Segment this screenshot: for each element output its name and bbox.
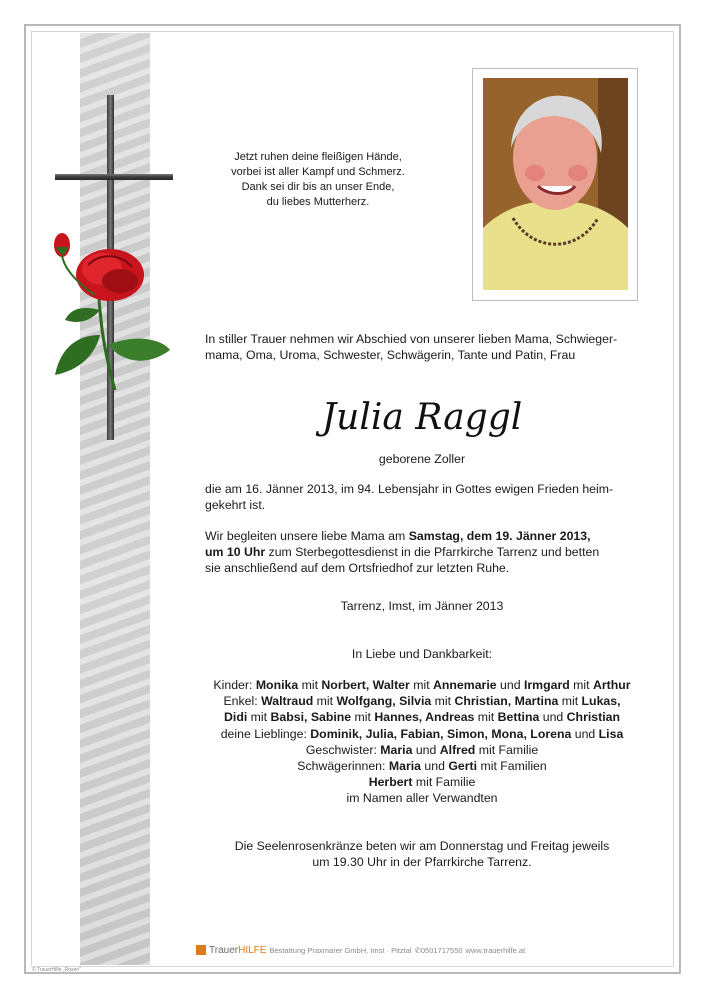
trauerhilfe-logo-icon [196,945,206,955]
label: Kinder: [213,678,256,692]
logo-part: Trauer [209,944,239,956]
connector: mit [298,678,322,692]
name: Wolfgang, Silvia [336,694,432,709]
label: Geschwister: [305,742,381,757]
connector: mit Familien [477,759,547,774]
connector: mit [431,694,455,709]
intro-line: In stiller Trauer nehmen wir Abschied von unserer lieben Mama, Schwieger- [205,332,618,346]
survivors-list [195,677,649,807]
connector: mit [409,678,434,692]
name: Norbert, Walter [321,678,410,692]
connector: mit [313,694,337,709]
connector: mit Familie [412,775,476,790]
funeral-date: Samstag, dem 19. Jänner 2013, [408,529,591,543]
survivors-grandchildren [195,693,649,709]
intro-paragraph [205,331,639,363]
funeral-text: Wir begleiten unsere liebe Mama am [205,529,409,543]
name: Hannes, Andreas [374,710,475,725]
verse-line: vorbei ist aller Kampf und Schmerz. [231,166,405,178]
place-date: Tarrenz, Imst, im Jänner 2013 [340,599,504,613]
label: Enkel: [223,694,262,709]
name: Annemarie [433,678,497,692]
name: Maria [388,759,421,774]
name: Gerti [448,759,478,774]
footer [196,943,525,957]
connector: und [412,742,440,757]
name: Christian, Martina [454,694,559,709]
name: Arthur [592,678,631,692]
footer-company: Bestattung Praxmarer GmbH, Imst · Pitztal [269,945,412,955]
funeral-paragraph [205,528,639,576]
name: Monika [255,678,299,692]
connector: und [539,710,567,725]
name: Lukas, [581,694,621,709]
connector: mit Familie [475,742,539,757]
verse [213,150,423,210]
copyright-note: © TrauerHilfe „Rosen“ [32,967,81,973]
verse-line: Dank sei dir bis an unser Ende, [241,181,395,193]
death-notice [205,481,639,513]
connector: und [420,759,449,774]
survivors-sisters-in-law [195,758,649,774]
name: Waltraud [261,694,314,709]
verse-line: Jetzt ruhen deine fleißigen Hände, [234,151,402,163]
name: Didi [224,710,248,725]
funeral-time: um 10 Uhr [205,545,266,559]
maiden-name: geborene Zoller [378,452,466,466]
rose-icon [40,225,180,395]
connector: und [496,678,524,692]
name: Babsi, Sabine [270,710,352,725]
connector: mit [247,710,271,725]
rosary-paragraph [205,838,639,870]
name: Alfred [439,742,476,757]
label: Schwägerinnen: [297,759,389,774]
label: deine Lieblinge: [220,726,311,741]
connector: und [571,726,599,741]
survivors-darlings [195,726,649,742]
gratitude-line: In Liebe und Dankbarkeit: [351,647,493,661]
funeral-line-3: sie anschließend auf dem Ortsfriedhof zur letzten Ruhe. [205,561,510,575]
footer-logo [209,945,266,956]
name: Lisa [598,726,624,741]
connector: mit [569,678,593,692]
funeral-text: zum Sterbegottesdienst in die Pfarrkirche Tarrenz und betten [265,545,600,559]
intro-line: mama, Oma, Uroma, Schwester, Schwägerin, Tante und Patin, Frau [205,348,576,362]
footer-website[interactable]: www.trauerhilfe.at [465,945,526,955]
connector: mit [474,710,498,725]
rosary-line: um 19.30 Uhr in der Pfarrkirche Tarrenz. [312,855,532,869]
logo-part: HILFE [238,944,267,956]
survivors-children [195,677,649,693]
name: Irmgard [523,678,570,692]
survivors-relatives: im Namen aller Verwandten [346,791,498,806]
deceased-name: Julia Raggl [321,397,523,438]
connector: mit [558,694,582,709]
funeral-line-1 [205,528,639,544]
survivors-grandchildren-2 [195,709,649,725]
death-notice-line: gekehrt ist. [205,498,266,512]
funeral-line-2 [205,544,639,560]
name: Herbert [368,775,413,790]
connector: mit [351,710,375,725]
death-notice-line: die am 16. Jänner 2013, im 94. Lebensjahr in Gottes ewigen Frieden heim- [205,482,614,496]
rosary-line: Die Seelenrosenkränze beten wir am Donnerstag und Freitag jeweils [234,839,610,853]
name: Dominik, Julia, Fabian, Simon, Mona, Lorena [310,726,572,741]
name: Bettina [497,710,540,725]
name: Maria [380,742,413,757]
verse-line: du liebes Mutterherz. [266,196,370,208]
portrait-photo [483,78,628,290]
survivors-siblings [195,742,649,758]
name: Christian [566,710,620,725]
survivors-herbert [195,774,649,790]
footer-phone: ✆0501717550 [414,945,463,955]
